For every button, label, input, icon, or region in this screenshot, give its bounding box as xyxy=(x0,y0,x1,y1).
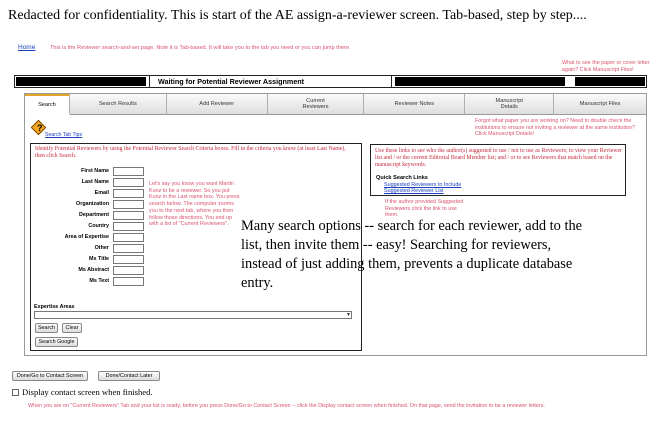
done-go-to-contact-button[interactable]: Done/Go to Contact Screen xyxy=(12,371,88,381)
email-label: Email xyxy=(94,190,109,196)
organization-label: Organization xyxy=(76,201,109,207)
manuscript-details-note: Forgot what paper you are working on? Need to double check the institutions to ensure not inviting a reviewer at the same institution? Click Manuscript Details! xyxy=(475,118,636,138)
manuscript-status-bar xyxy=(14,75,647,88)
quick-search-instructions: Use these links to see who the author(s) suggested to use / not to use as Reviewers; to view your Reviewer list and / or the current Editorial Board Member list; and / or to see Reviewers that match based on the manuscript keywords. xyxy=(375,148,622,168)
done-contact-later-button[interactable]: Done/Contact Later xyxy=(98,371,160,381)
suggested-reviewer-list-link[interactable]: Suggested Reviewer List xyxy=(384,188,444,194)
tab-add-reviewer[interactable]: Add Reviewer xyxy=(167,94,268,115)
quick-search-box xyxy=(370,144,626,196)
last-name-label: Last Name xyxy=(81,179,109,185)
redaction-block xyxy=(395,77,565,86)
manuscript-files-note: What to see the paper or cover letter again? Click Manuscript Files! xyxy=(562,60,650,73)
search-button[interactable]: Search xyxy=(35,323,58,333)
redaction-block xyxy=(575,77,645,86)
ms-title-input[interactable] xyxy=(113,255,144,264)
ms-abstract-input[interactable] xyxy=(113,266,144,275)
tab-manuscript-files[interactable]: Manuscript Files xyxy=(554,94,646,115)
contact-screen-note: When you are on "Current Reviewers" Tab and your list is ready, before you press Done/Go to Contact Screen -- click the Display contact screen when finished. On that page, send the invitation to be a reviewer letters. xyxy=(28,403,545,409)
area-of-expertise-input[interactable] xyxy=(113,233,144,242)
tab-reviewer-notes[interactable]: Reviewer Notes xyxy=(364,94,465,115)
tab-bar xyxy=(25,94,646,115)
tab-search-results[interactable]: Search Results xyxy=(70,94,167,115)
country-input[interactable] xyxy=(113,222,144,231)
ms-title-label: Ms Title xyxy=(89,256,109,262)
alert-icon: ? xyxy=(31,120,47,136)
clear-button[interactable]: Clear xyxy=(62,323,82,333)
display-contact-checkbox[interactable] xyxy=(12,389,19,396)
ms-abstract-label: Ms Abstract xyxy=(78,267,109,273)
example-search-note: Let's say you know you want Martin Kunz to be a reviewer. So you put Kunz in the Last name box. You press search below. The computer zooms you to the next tab, where you then follow those directions. You end up with a list of "Current Reviewers". xyxy=(149,181,240,228)
first-name-label: First Name xyxy=(81,168,109,174)
tab-current-reviewers[interactable]: Current Reviewers xyxy=(268,94,365,115)
search-tips[interactable] xyxy=(33,122,83,140)
home-link[interactable]: Home xyxy=(18,44,36,51)
tab-search[interactable]: Search xyxy=(25,94,70,115)
redaction-block xyxy=(16,77,146,86)
search-options-callout: Many search options -- search for each reviewer, add to the list, then invite them -- easy! Searching for reviewers, instead of just adding them, prevents a duplicate database entry. xyxy=(241,218,583,291)
search-instructions: Identify Potential Reviewers by using the Potential Reviewer Search Criteria boxes. Fill in the criteria you know (at least Last Name), then click Search. xyxy=(35,146,346,159)
page-heading: Redacted for confidentiality. This is start of the AE assign-a-reviewer screen. Tab-based, step by step.... xyxy=(8,8,587,23)
ms-text-label: Ms Text xyxy=(89,278,109,284)
quick-search-title: Quick Search Links xyxy=(376,175,428,181)
search-google-button[interactable]: Search Google xyxy=(35,337,78,347)
tab-manuscript-details[interactable]: Manuscript Details xyxy=(465,94,554,115)
country-label: Country xyxy=(88,223,109,229)
organization-input[interactable] xyxy=(113,200,144,209)
search-tips-link[interactable]: Search Tab Tips xyxy=(45,132,83,138)
department-label: Department xyxy=(79,212,109,218)
ms-text-input[interactable] xyxy=(113,277,144,286)
display-contact-label[interactable]: Display contact screen when finished. xyxy=(22,387,153,397)
status-title: Waiting for Potential Reviewer Assignment xyxy=(149,76,392,87)
expertise-areas-label: Expertise Areas xyxy=(34,304,75,310)
email-input[interactable] xyxy=(113,189,144,198)
area-of-expertise-label: Area of Expertise xyxy=(64,234,109,240)
suggested-reviewers-include-link[interactable]: Suggested Reviewers to Include xyxy=(384,182,462,188)
other-input[interactable] xyxy=(113,244,144,253)
expertise-areas-select[interactable] xyxy=(34,311,352,319)
department-input[interactable] xyxy=(113,211,144,220)
suggested-reviewers-note: If the author provided Suggested Reviewers click the link to use them. xyxy=(385,199,464,219)
other-label: Other xyxy=(94,245,109,251)
first-name-input[interactable] xyxy=(113,167,144,176)
tab-instructions-note: This is the Reviewer search-and-set page. Note it is Tab-based. It will take you to the tab you need or you can jump there. xyxy=(50,45,351,51)
chevron-down-icon: ▾ xyxy=(346,312,350,318)
last-name-input[interactable] xyxy=(113,178,144,187)
